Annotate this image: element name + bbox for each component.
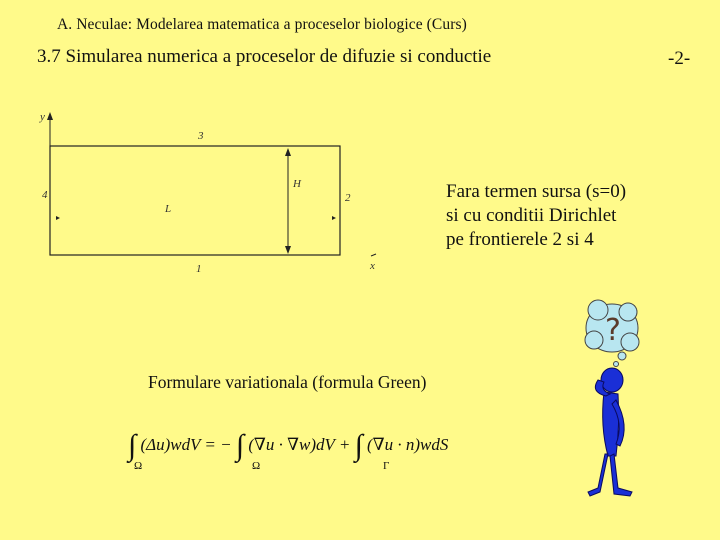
boundary-label-right: 2 bbox=[345, 192, 351, 204]
course-header: A. Neculae: Modelarea matematica a proceselor biologice (Curs) bbox=[57, 16, 467, 33]
boundary-label-bottom: 1 bbox=[196, 263, 202, 275]
formula-term-3: (∇u · n)wdS bbox=[367, 435, 449, 454]
page-number: -2- bbox=[668, 48, 691, 69]
x-axis-label: x bbox=[370, 260, 375, 272]
height-label: H bbox=[293, 178, 301, 190]
green-formula bbox=[128, 424, 449, 472]
person-figure-icon bbox=[588, 368, 632, 496]
note-line-2: si cu conditii Dirichlet bbox=[446, 205, 617, 226]
subscript-omega-1: Ω bbox=[134, 460, 143, 472]
note-line-3: pe frontierele 2 si 4 bbox=[446, 229, 594, 250]
boundary-label-top: 3 bbox=[198, 130, 204, 142]
domain-rectangle bbox=[50, 146, 340, 255]
y-axis-arrow bbox=[47, 112, 53, 120]
right-flux-arrow bbox=[332, 216, 336, 220]
question-bubble-icon bbox=[585, 300, 639, 367]
svg-text:?: ? bbox=[605, 313, 621, 348]
variational-formulation-heading: Formulare variationala (formula Green) bbox=[148, 372, 427, 392]
subscript-omega-2: Ω bbox=[252, 460, 261, 472]
formula-term-2: (∇u · ∇w)dV + bbox=[248, 435, 351, 454]
slide-title: 3.7 Simularea numerica a proceselor de difuzie si conductie bbox=[37, 46, 492, 67]
note-line-1: Fara termen sursa (s=0) bbox=[446, 181, 627, 202]
boundary-conditions-note bbox=[446, 180, 626, 252]
thinking-person-question-icon bbox=[560, 296, 660, 506]
integral-sign-2: ∫ bbox=[235, 429, 245, 462]
integral-sign-1: ∫ bbox=[128, 429, 137, 462]
y-axis-label: y bbox=[40, 111, 45, 123]
formula-term-1: (Δu)wdV = − bbox=[140, 435, 232, 454]
left-flux-arrow bbox=[56, 216, 60, 220]
boundary-label-left: 4 bbox=[42, 189, 48, 201]
integral-sign-3: ∫ bbox=[354, 429, 363, 462]
length-label: L bbox=[165, 203, 172, 215]
subscript-gamma: Γ bbox=[383, 460, 390, 472]
